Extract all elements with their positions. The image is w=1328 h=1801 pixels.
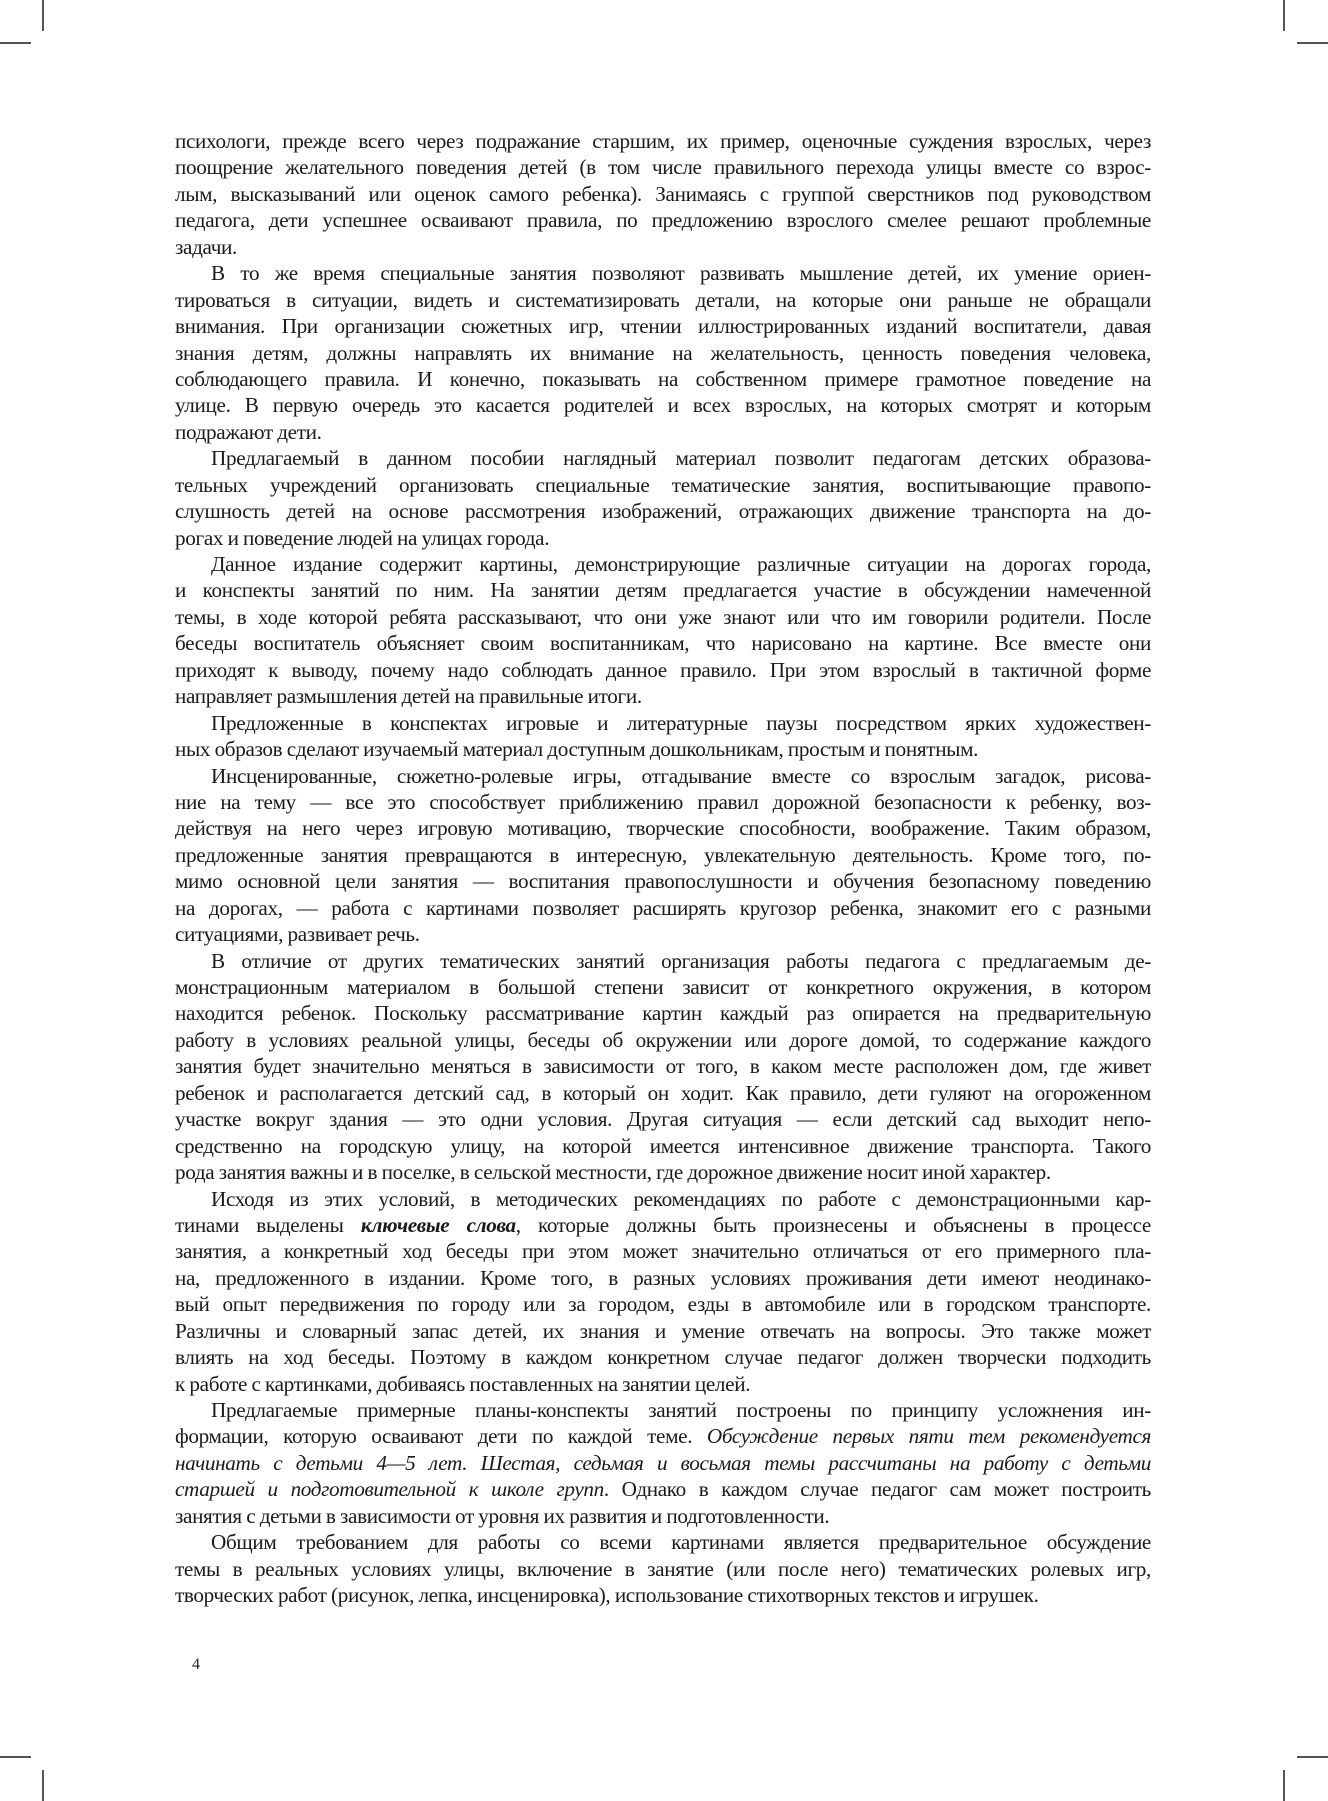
text-line — [175, 525, 1151, 551]
paragraph — [175, 710, 1151, 763]
crop-mark-top-left-horizontal — [0, 42, 31, 44]
text-line — [175, 1371, 1151, 1397]
text-run: к работе с картинками, добиваясь поставленных на занятии целей. — [175, 1371, 751, 1396]
text-run: знания детям, должны направлять их внимание на желательность, ценность поведения человека, — [175, 340, 1151, 365]
text-line — [175, 287, 1151, 313]
paragraph — [175, 128, 1151, 260]
text-line — [175, 683, 1151, 709]
crop-mark-bottom-right-horizontal — [1297, 1756, 1328, 1758]
text-line — [175, 1265, 1151, 1291]
text-run: ситуациями, развивает речь. — [175, 922, 420, 947]
crop-mark-bottom-left-horizontal — [0, 1756, 31, 1758]
crop-mark-top-left-vertical — [42, 0, 44, 31]
text-run: Предлагаемые примерные планы-конспекты занятий построены по принципу усложнения ин- — [211, 1398, 1151, 1422]
paragraph — [175, 763, 1151, 948]
emphasis-run: старшей и подготовительной к школе групп — [175, 1477, 604, 1502]
text-line — [175, 1556, 1151, 1582]
text-line — [175, 551, 1151, 577]
text-run: темы в реальных условиях улицы, включение в занятие (или после него) тематических ролевых игр, — [175, 1556, 1151, 1581]
paragraph — [175, 1529, 1151, 1608]
text-line — [175, 1476, 1151, 1502]
text-line — [175, 1423, 1151, 1449]
text-run: рогах и поведение людей на улицах города. — [175, 525, 550, 550]
crop-mark-top-right-horizontal — [1297, 42, 1328, 44]
text-run: . Однако в каждом случае педагог сам может построить — [603, 1477, 1151, 1502]
text-run: творческих работ (рисунок, лепка, инсценировка), использование стихотворных текстов и игрушек. — [175, 1583, 1039, 1608]
text-run: улице. В первую очередь это касается родителей и всех взрослых, на которых смотрят и которым — [175, 393, 1151, 418]
text-line — [175, 763, 1151, 789]
text-run: Инсценированные, сюжетно-ролевые игры, отгадывание вместе со взрослым загадок, рисова- — [211, 763, 1151, 788]
text-line — [175, 1397, 1151, 1423]
text-line — [175, 1159, 1151, 1185]
text-run: тельных учреждений организовать специальные тематические занятия, воспитывающие правопо- — [175, 472, 1151, 497]
text-line — [175, 1186, 1151, 1212]
text-line — [175, 472, 1151, 498]
text-line — [175, 815, 1151, 841]
emphasis-run: начинать с детьми 4—5 лет. Шестая, седьмая и восьмая темы рассчитаны на работу с детьми — [175, 1450, 1151, 1475]
text-run: занятия будет значительно меняться в зависимости от того, в каком месте расположен дом, где живет — [175, 1054, 1151, 1079]
text-line — [175, 577, 1151, 603]
text-run: слушность детей на основе рассмотрения изображений, отражающих движение транспорта на до- — [175, 499, 1151, 524]
emphasis-run: ключевые слова — [360, 1212, 516, 1237]
text-run: тироваться в ситуации, видеть и систематизировать детали, на которые они раньше не обращали — [175, 287, 1151, 312]
text-run: задачи. — [175, 234, 237, 259]
text-run: психологи, прежде всего через подражание старшим, их пример, оценочные суждения взрослых, через — [175, 129, 1151, 153]
text-line — [175, 1080, 1151, 1106]
text-run: подражают дети. — [175, 419, 322, 444]
text-line — [175, 1529, 1151, 1555]
text-line — [175, 340, 1151, 366]
text-run: мимо основной цели занятия — воспитания правопослушности и обучения безопасному поведению — [175, 869, 1151, 894]
text-line — [175, 736, 1151, 762]
text-line — [175, 1027, 1151, 1053]
text-run: ных образов сделают изучаемый материал доступным дошкольникам, простым и понятным. — [175, 737, 979, 762]
text-line — [175, 498, 1151, 524]
text-line — [175, 234, 1151, 260]
text-line — [175, 154, 1151, 180]
text-run: на дорогах, — работа с картинами позволяет расширять кругозор ребенка, знакомит его с разными — [175, 895, 1151, 920]
text-line — [175, 1053, 1151, 1079]
text-line — [175, 366, 1151, 392]
text-run: действуя на него через игровую мотивацию, творческие способности, воображение. Таким образом, — [175, 816, 1151, 841]
text-run: формации, которую осваивают дети по каждой теме. — [175, 1424, 707, 1449]
paragraph — [175, 948, 1151, 1186]
text-line — [175, 1106, 1151, 1132]
crop-mark-top-right-vertical — [1283, 0, 1285, 31]
text-run: Различны и словарный запас детей, их знания и умение отвечать на вопросы. Это также может — [175, 1318, 1151, 1343]
text-run: темы, в ходе которой ребята рассказывают, что они уже знают или что им говорили родители. После — [175, 604, 1151, 629]
text-line — [175, 1000, 1151, 1026]
text-run: находится ребенок. Поскольку рассматривание картин каждый раз опирается на предварительную — [175, 1001, 1151, 1026]
text-line — [175, 313, 1151, 339]
text-run: лым, высказываний или оценок самого ребенка). Занимаясь с группой сверстников под руководством — [175, 181, 1151, 206]
text-run: ние на тему — все это способствует приближению правил дорожной безопасности к ребенку, воз- — [175, 789, 1151, 814]
crop-mark-bottom-left-vertical — [42, 1770, 44, 1801]
text-line — [175, 1582, 1151, 1608]
text-run: вый опыт передвижения по городу или за городом, езды в автомобиле или в городском транспорте. — [175, 1292, 1151, 1317]
text-run: поощрение желательного поведения детей (в том числе правильного перехода улицы вместе со взрос- — [175, 155, 1151, 180]
paragraph — [175, 445, 1151, 551]
text-line — [175, 789, 1151, 815]
text-line — [175, 181, 1151, 207]
text-run: средственно на городскую улицу, на которой имеется интенсивное движение транспорта. Такого — [175, 1133, 1151, 1158]
text-line — [175, 895, 1151, 921]
text-run: Предложенные в конспектах игровые и литературные паузы посредством ярких художествен- — [211, 710, 1151, 735]
text-run: В отличие от других тематических занятий организация работы педагога с предлагаемым де- — [211, 948, 1151, 973]
text-line — [175, 1291, 1151, 1317]
paragraph — [175, 260, 1151, 445]
text-run: В то же время специальные занятия позволяют развивать мышление детей, их умение ориен- — [211, 261, 1151, 286]
text-run: соблюдающего правила. И конечно, показывать на собственном примере грамотное поведение на — [175, 366, 1151, 391]
text-line — [175, 1450, 1151, 1476]
text-run: Данное издание содержит картины, демонстрирующие различные ситуации на дорогах города, — [211, 552, 1151, 576]
text-line — [175, 445, 1151, 471]
text-run: направляет размышления детей на правильные итоги. — [175, 684, 642, 709]
text-run: занятия с детьми в зависимости от уровня их развития и подготовленности. — [175, 1503, 830, 1528]
text-run: участке вокруг здания — это одни условия. Другая ситуация — если детский сад выходит непо- — [175, 1107, 1151, 1132]
body-text — [175, 128, 1151, 1609]
text-run: работу в условиях реальной улицы, беседы об окружении или дороге домой, то содержание каждого — [175, 1027, 1151, 1052]
text-line — [175, 1318, 1151, 1344]
text-line — [175, 419, 1151, 445]
text-run: Предлагаемый в данном пособии наглядный материал позволит педагогам детских образова- — [211, 446, 1151, 471]
paragraph — [175, 1397, 1151, 1529]
text-line — [175, 1503, 1151, 1529]
text-line — [175, 630, 1151, 656]
text-line — [175, 1238, 1151, 1264]
text-line — [175, 842, 1151, 868]
text-line — [175, 868, 1151, 894]
text-run: Исходя из этих условий, в методических рекомендациях по работе с демонстрационными кар- — [211, 1186, 1151, 1211]
text-line — [175, 128, 1151, 154]
crop-mark-bottom-right-vertical — [1283, 1770, 1285, 1801]
text-run: беседы воспитатель объясняет своим воспитанникам, что нарисовано на картине. Все вместе они — [175, 631, 1151, 656]
emphasis-run: Обсуждение первых пяти тем рекомендуется — [706, 1424, 1151, 1449]
text-run: внимания. При организации сюжетных игр, чтении иллюстрированных изданий воспитатели, давая — [175, 314, 1151, 339]
text-run: ребенок и располагается детский сад, в который он ходит. Как правило, дети гуляют на огороженном — [175, 1080, 1151, 1105]
text-line — [175, 921, 1151, 947]
text-line — [175, 657, 1151, 683]
text-line — [175, 207, 1151, 233]
text-line — [175, 1344, 1151, 1370]
page-number: 4 — [192, 1656, 200, 1673]
text-run: предложенные занятия превращаются в интересную, увлекательную деятельность. Кроме того, по- — [175, 842, 1151, 867]
text-run: и конспекты занятий по ним. На занятии детям предлагается участие в обсуждении намеченной — [175, 578, 1151, 603]
text-run: педагога, дети успешнее осваивают правила, по предложению взрослого смелее решают проблемные — [175, 208, 1151, 233]
text-line — [175, 1212, 1151, 1238]
text-run: приходят к выводу, почему надо соблюдать данное правило. При этом взрослый в тактичной форме — [175, 657, 1151, 682]
text-run: тинами выделены — [175, 1212, 361, 1237]
text-line — [175, 604, 1151, 630]
text-run: Общим требованием для работы со всеми картинами является предварительное обсуждение — [211, 1530, 1151, 1555]
paragraph — [175, 551, 1151, 710]
text-line — [175, 260, 1151, 286]
text-run: рода занятия важны и в поселке, в сельской местности, где дорожное движение носит иной характер. — [175, 1160, 1051, 1185]
text-run: влиять на ход беседы. Поэтому в каждом конкретном случае педагог должен творчески подходить — [175, 1345, 1151, 1370]
text-line — [175, 974, 1151, 1000]
text-run: занятия, а конкретный ход беседы при этом может значительно отличаться от его примерного пла- — [175, 1239, 1151, 1264]
paragraph — [175, 1186, 1151, 1398]
text-run: , которые должны быть произнесены и объяснены в процессе — [515, 1212, 1151, 1237]
text-run: на, предложенного в издании. Кроме того, в разных условиях проживания дети имеют неодинако- — [175, 1265, 1151, 1290]
text-run: монстрационным материалом в большой степени зависит от конкретного окружения, в котором — [175, 975, 1151, 999]
text-line — [175, 948, 1151, 974]
text-line — [175, 710, 1151, 736]
text-line — [175, 1133, 1151, 1159]
text-line — [175, 392, 1151, 418]
